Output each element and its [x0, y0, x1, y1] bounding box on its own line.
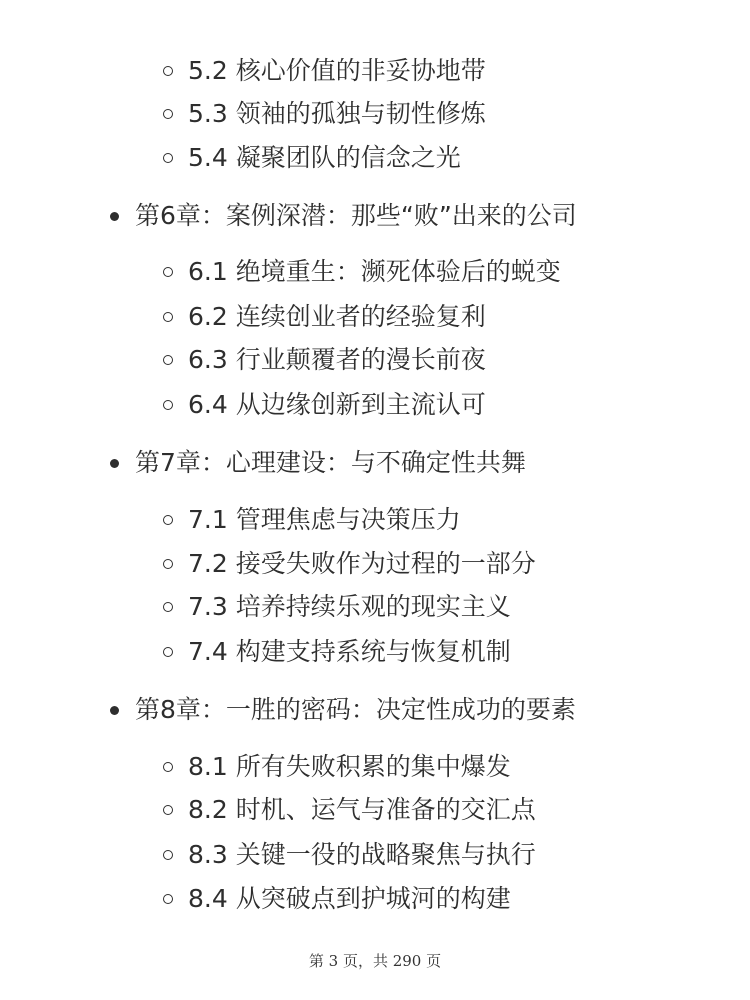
toc-chapter-title: 第6章：案例深潜：那些“败”出来的公司: [135, 201, 577, 230]
toc-section-title: 8.3 关键一役的战略聚焦与执行: [188, 840, 536, 869]
hollow-bullet-icon: [163, 602, 173, 612]
hollow-bullet-icon: [163, 312, 173, 322]
hollow-bullet-icon: [163, 894, 173, 904]
hollow-bullet-icon: [163, 805, 173, 815]
hollow-bullet-icon: [163, 850, 173, 860]
toc-section-title: 8.4 从突破点到护城河的构建: [188, 884, 511, 913]
page-number-footer: 第 3 页，共 290 页: [308, 952, 442, 970]
toc-section-title: 8.1 所有失败积累的集中爆发: [188, 752, 511, 781]
hollow-bullet-icon: [163, 515, 173, 525]
hollow-bullet-icon: [163, 559, 173, 569]
toc-section-title: 6.1 绝境重生：濒死体验后的蜕变: [188, 257, 561, 286]
toc-section-title: 6.3 行业颠覆者的漫长前夜: [188, 345, 486, 374]
filled-bullet-icon: [110, 212, 119, 221]
toc-section-title: 5.4 凝聚团队的信念之光: [188, 143, 461, 172]
toc-section-title: 6.2 连续创业者的经验复利: [188, 302, 486, 331]
toc-section-title: 7.3 培养持续乐观的现实主义: [188, 592, 511, 621]
toc-chapter-title: 第8章：一胜的密码：决定性成功的要素: [135, 695, 576, 724]
hollow-bullet-icon: [163, 400, 173, 410]
hollow-bullet-icon: [163, 762, 173, 772]
toc-section-title: 6.4 从边缘创新到主流认可: [188, 390, 486, 419]
hollow-bullet-icon: [163, 647, 173, 657]
hollow-bullet-icon: [163, 109, 173, 119]
toc-section-title: 7.2 接受失败作为过程的一部分: [188, 549, 536, 578]
hollow-bullet-icon: [163, 267, 173, 277]
hollow-bullet-icon: [163, 355, 173, 365]
hollow-bullet-icon: [163, 66, 173, 76]
filled-bullet-icon: [110, 706, 119, 715]
toc-section-title: 5.2 核心价值的非妥协地带: [188, 56, 486, 85]
hollow-bullet-icon: [163, 153, 173, 163]
toc-chapter-title: 第7章：心理建设：与不确定性共舞: [135, 448, 526, 477]
toc-section-title: 7.4 构建支持系统与恢复机制: [188, 637, 511, 666]
toc-section-title: 7.1 管理焦虑与决策压力: [188, 505, 461, 534]
filled-bullet-icon: [110, 459, 119, 468]
toc-section-title: 8.2 时机、运气与准备的交汇点: [188, 795, 536, 824]
toc-section-title: 5.3 领袖的孤独与韧性修炼: [188, 99, 486, 128]
